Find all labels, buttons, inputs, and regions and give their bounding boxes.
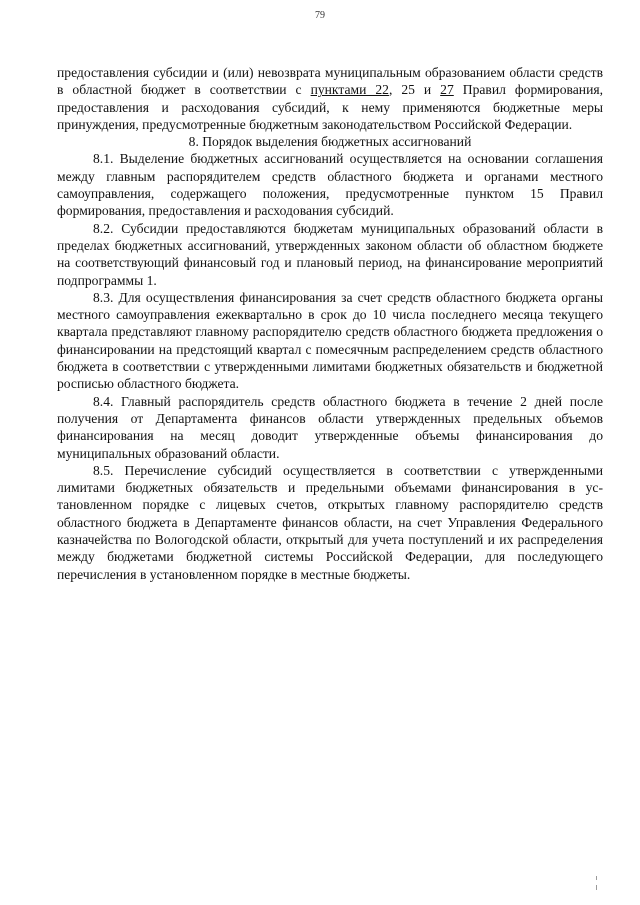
paragraph-continuation-text: предоставления субсидии и (или) невозврата муниципальным образованием области средств в областной бюджет в соответствии с — [57, 65, 603, 98]
paragraph-8-3: 8.3. Для осуществления финансирования за счет средств областного бюджета органы местного самоуправления ежеквартально в срок до 10 числа последнего месяца текущего квартала представляют главному распорядителю средств областного бюджета предложения о финансировании на предстоящий квартал с помесячным распределением средств областного бюджета в соответствии с утвержденными лимитами бюджетных обязательств и бюджетной росписью областного бюджета. — [57, 289, 603, 392]
scan-artifact-marks — [595, 876, 599, 890]
paragraph-8-2: 8.2. Субсидии предоставляются бюджетам муниципальных образований области в пределах бюджетных ассигнований, утвержденных законом области об областном бюджете на соответствующий финансовый год и плановый период, на финансирование мероприятий подпрограммы 1. — [57, 220, 603, 288]
link-point-27[interactable]: 27 — [440, 82, 454, 98]
paragraph-continuation-end: Правил формирования, предоставления и расходования субсидий, к нему применяются бюджетные меры принуждения, предусмотренные бюджетным законодательством Российской Федерации. — [57, 82, 603, 132]
link-points-22[interactable]: пунктами 22 — [310, 82, 389, 98]
paragraph-continuation-mid: , 25 и — [388, 82, 441, 98]
paragraph-8-5: 8.5. Перечисление субсидий осуществляется в соответствии с утвержденными лимитами бюджетных обязательств и предельными объемами финансирования в установленном порядке с лицевых счетов, открытых главному распорядителю средств областного бюджета в Департаменте финансов области, на счет Управления Федерального казначейства по Вологодской области, открытый для учета поступлений и их распределения между бюджетами бюджетной системы Российской Федерации, для последующего перечисления в установленном порядке в местные бюджеты. — [57, 462, 603, 582]
section-heading: 8. Порядок выделения бюджетных ассигнований — [188, 134, 472, 150]
page-number: 79 — [315, 10, 325, 21]
document-body — [57, 64, 603, 583]
paragraph-8-1: 8.1. Выделение бюджетных ассигнований осуществляется на основании соглашения между главным распорядителем средств областного бюджета и органами местного самоуправления, содержащего положения, предусмотренные пунктом 15 Правил формирования, предоставления и расходования субсидий. — [57, 151, 603, 219]
paragraph-8-4: 8.4. Главный распорядитель средств областного бюджета в течение 2 дней после получения от Департамента финансов области утвержденных предельных объемов финансирования на месяц доводит утвержденные объемы финансирования до муниципальных образований области. — [57, 393, 603, 461]
paragraph-continuation — [57, 64, 603, 133]
